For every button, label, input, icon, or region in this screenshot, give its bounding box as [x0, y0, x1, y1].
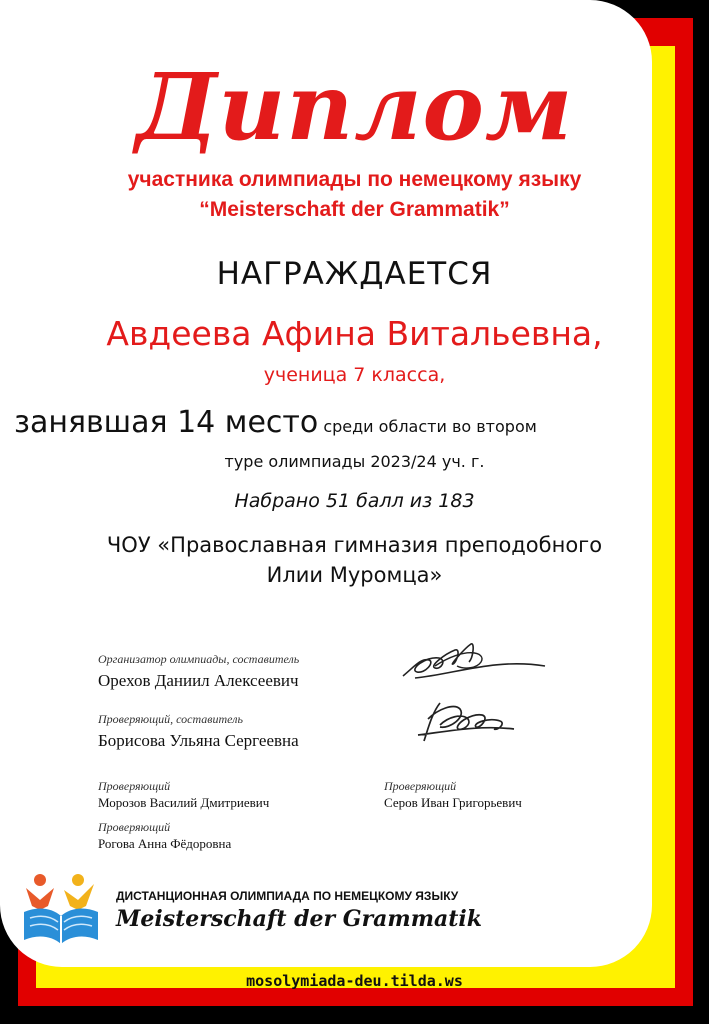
diploma-title: Диплом — [135, 53, 574, 161]
place-line — [14, 405, 537, 440]
place-line2: туре олимпиады 2023/24 уч. г. — [224, 452, 485, 471]
awarded-heading: НАГРАЖДАЕТСЯ — [216, 256, 493, 292]
footer-org-small: ДИСТАНЦИОННАЯ ОЛИМПИАДА ПО НЕМЕЦКОМУ ЯЗЫКУ — [116, 889, 459, 903]
place-main: занявшая 14 место — [14, 405, 319, 440]
signature-icon — [395, 636, 555, 688]
staff-name-organizer: Орехов Даниил Алексеевич — [98, 671, 299, 690]
staff-role-organizer: Организатор олимпиады, составитель — [98, 652, 300, 666]
footer-org-big: Meisterschaft der Grammatik — [116, 906, 482, 932]
staff-role-checker4: Проверяющий — [98, 820, 171, 834]
school-line2: Илии Муромца» — [266, 563, 443, 587]
subtitle-line1: участника олимпиады по немецкому языку — [127, 168, 582, 191]
recipient-name: Авдеева Афина Витальевна, — [106, 314, 603, 353]
staff-name-checker1: Борисова Ульяна Сергеевна — [98, 731, 299, 750]
staff-name-checker2: Морозов Василий Дмитриевич — [98, 795, 270, 810]
book-people-logo-icon — [20, 870, 102, 950]
school-line1: ЧОУ «Православная гимназия преподобного — [106, 533, 603, 557]
staff-name-checker4: Рогова Анна Фёдоровна — [98, 836, 232, 851]
signature-icon — [410, 695, 520, 747]
staff-role-checker2: Проверяющий — [98, 779, 171, 793]
footer-url-link[interactable]: mosolymiada-deu.tilda.ws — [246, 972, 463, 990]
place-tail: среди области во втором — [323, 417, 537, 436]
score-text: Набрано 51 балл из 183 — [234, 490, 475, 512]
staff-role-checker1: Проверяющий, составитель — [98, 712, 243, 726]
recipient-grade: ученица 7 класса, — [263, 364, 446, 386]
staff-role-checker3: Проверяющий — [384, 779, 457, 793]
subtitle-line2: “Meisterschaft der Grammatik” — [199, 198, 510, 221]
staff-name-checker3: Серов Иван Григорьевич — [384, 795, 522, 810]
